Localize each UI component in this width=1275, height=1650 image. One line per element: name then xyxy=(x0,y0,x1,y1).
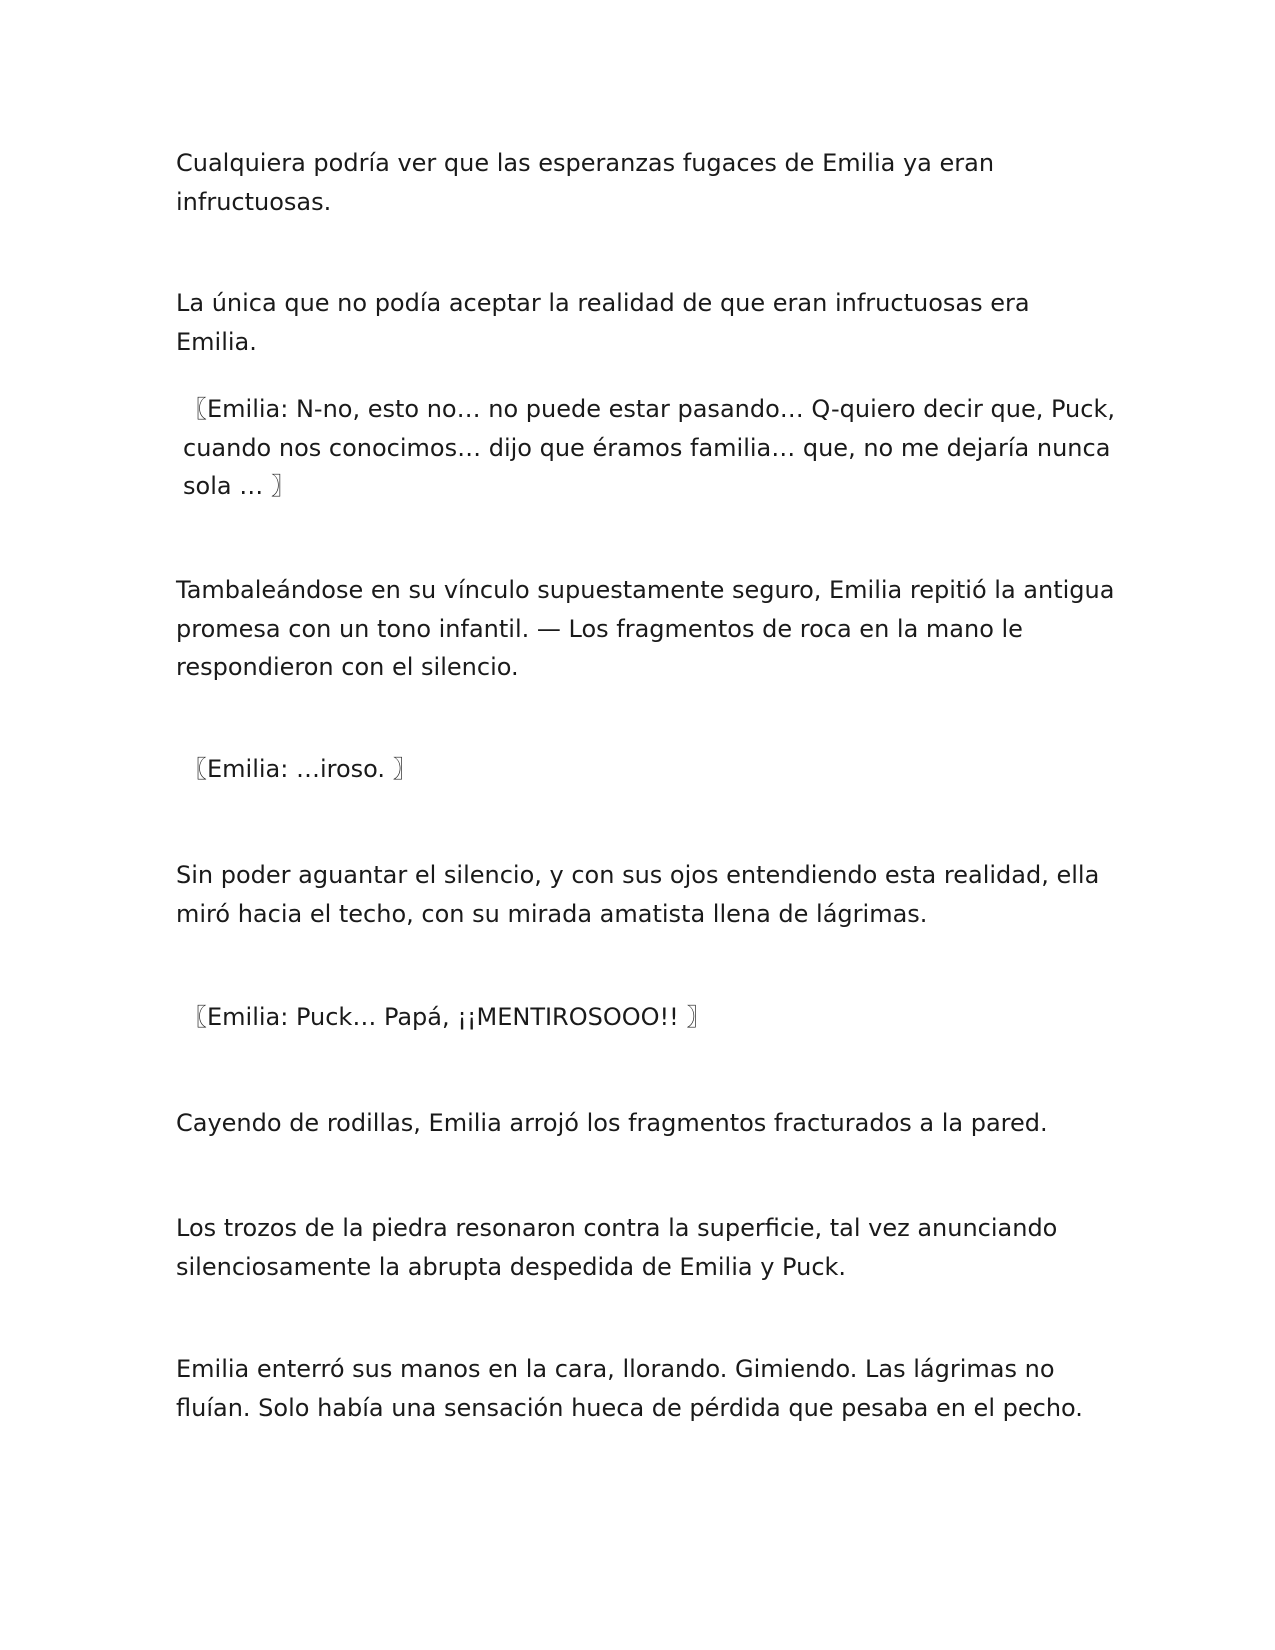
paragraph-narration: Los trozos de la piedra resonaron contra la superficie, tal vez anunciando silenciosamente la abrupta despedida de Emilia y Puck. xyxy=(176,1214,1058,1281)
paragraph-narration: Tambaleándose en su vínculo supuestamente seguro, Emilia repitió la antigua promesa con un tono infantil. — Los fragmentos de roca en la mano le respondieron con el silencio. xyxy=(176,576,1115,681)
paragraph-narration: Cualquiera podría ver que las esperanzas fugaces de Emilia ya eran infructuosas. xyxy=(176,149,995,216)
paragraph-narration: Emilia enterró sus manos en la cara, llorando. Gimiendo. Las lágrimas no fluían. Solo había una sensación hueca de pérdida que pesaba en el pecho. xyxy=(176,1355,1083,1422)
paragraph-narration: Cayendo de rodillas, Emilia arrojó los fragmentos fracturados a la pared. xyxy=(176,1109,1048,1137)
paragraph-dialogue: 〖Emilia: …iroso. 〗 xyxy=(183,755,417,783)
paragraph-narration: Sin poder aguantar el silencio, y con sus ojos entendiendo esta realidad, ella miró hacia el techo, con su mirada amatista llena de lágrimas. xyxy=(176,861,1100,928)
paragraph-dialogue: 〖Emilia: Puck… Papá, ¡¡MENTIROSOOO!! 〗 xyxy=(183,1003,711,1031)
paragraph-dialogue: 〖Emilia: N-no, esto no… no puede estar pasando… Q-quiero decir que, Puck, cuando nos conocimos… dijo que éramos familia… que, no me dejaría nunca sola … 〗 xyxy=(183,395,1115,500)
paragraph-narration: La única que no podía aceptar la realidad de que eran infructuosas era Emilia. xyxy=(176,289,1030,356)
